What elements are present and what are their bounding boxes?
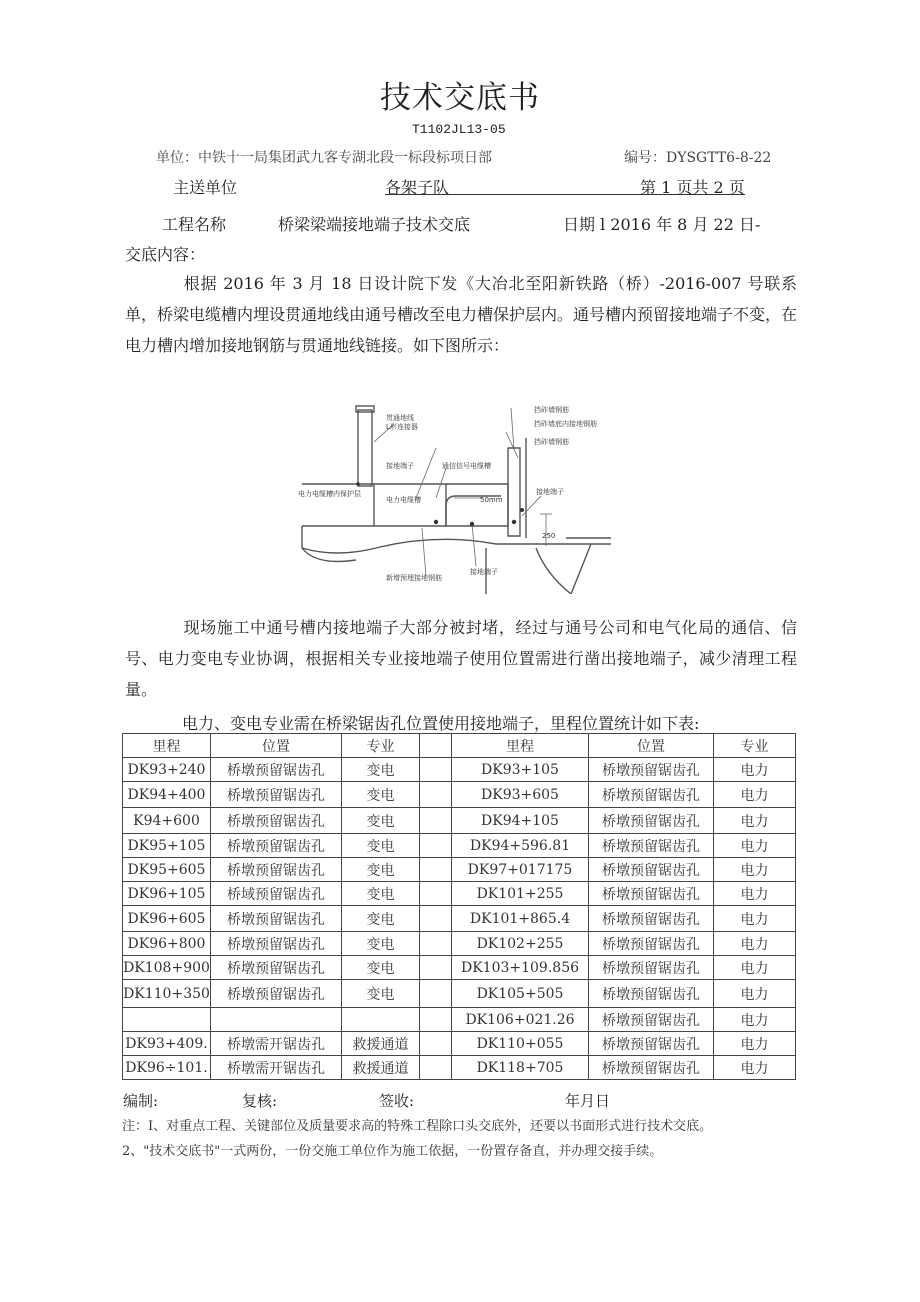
- table-header-cell: 位置: [589, 734, 714, 758]
- diagram-post-cap: [356, 406, 374, 412]
- table-cell: [420, 932, 452, 956]
- table-cell: [342, 1008, 420, 1032]
- table-cell: [420, 834, 452, 858]
- table-cell: 变电: [342, 906, 420, 932]
- date-line: 日期 l 2016 年 8 月 22 日-: [563, 215, 761, 234]
- table-cell: DK110+055: [452, 1032, 589, 1056]
- paragraph-1-text: 根据 2016 年 3 月 18 日设计院下发《大冶北至阳新铁路（桥）-2016-007 号联系单，桥梁电缆槽内埋设贯通地线由通号槽改至电力槽保护层内。通号槽内预留接地端子不变，在电力槽内增加接地钢筋与贯通地线链接。如下图所示：: [125, 274, 798, 355]
- table-cell: [420, 882, 452, 906]
- table-header-row: [123, 734, 796, 758]
- table-row: [123, 834, 796, 858]
- table-cell: 桥墩预留锯齿孔: [589, 834, 714, 858]
- diagram-label-dim-250: 250: [542, 532, 556, 540]
- table-cell: 电力: [714, 1032, 796, 1056]
- table-cell: 电力: [714, 932, 796, 956]
- table-cell: 桥墩预留锯齿孔: [211, 906, 342, 932]
- diagram-label-ground-terminal-top: 接地端子: [386, 462, 414, 470]
- table-header-cell: 专业: [714, 734, 796, 758]
- main-unit-value: 各架子队: [385, 178, 450, 197]
- table-cell: 变电: [342, 932, 420, 956]
- table-row: [123, 1032, 796, 1056]
- table-cell: DK101+255: [452, 882, 589, 906]
- table-cell: 桥墩预留锯齿孔: [211, 808, 342, 834]
- table-cell: DK93+240: [123, 758, 211, 782]
- table-cell: 电力: [714, 782, 796, 808]
- table-cell: 桥墩预留锯齿孔: [589, 882, 714, 906]
- diagram-label-signal-trough: 通信信号电缆槽: [442, 462, 491, 470]
- table-cell: 桥墩预留锯齿孔: [211, 834, 342, 858]
- table-cell: DK105+505: [452, 980, 589, 1008]
- note-2: 2、"技术交底书"一式两份，一份交施工单位作为施工依据，一份置存备直，并办理交接手续。: [122, 1144, 663, 1159]
- table-row: [123, 758, 796, 782]
- table-cell: [420, 956, 452, 980]
- table-cell: DK118+705: [452, 1056, 589, 1080]
- table-cell: 救援通道: [342, 1056, 420, 1080]
- content-label: 交底内容：: [125, 245, 206, 264]
- table-row: [123, 782, 796, 808]
- table-row: [123, 1008, 796, 1032]
- diagram-label-dim-50: 50mm: [480, 496, 503, 504]
- table-cell: 桥墩预留锯齿孔: [211, 758, 342, 782]
- table-cell: [420, 858, 452, 882]
- table-cell: 变电: [342, 834, 420, 858]
- table-cell: DK103+109.856: [452, 956, 589, 980]
- table-cell: 桥墩预留锯齿孔: [589, 956, 714, 980]
- sign-reviewer: 复核:: [242, 1092, 278, 1110]
- diagram-label-power-trough: 电力电缆槽: [386, 496, 421, 504]
- table-cell: 桥墩需开锯齿孔: [211, 1056, 342, 1080]
- table-cell: K94+600: [123, 808, 211, 834]
- table-cell: DK93+105: [452, 758, 589, 782]
- table-cell: [420, 906, 452, 932]
- document-title: 技术交底书: [380, 80, 540, 116]
- table-row: [123, 956, 796, 980]
- table-cell: DK96+800: [123, 932, 211, 956]
- table-cell: [420, 980, 452, 1008]
- table-cell: 电力: [714, 858, 796, 882]
- table-cell: [420, 782, 452, 808]
- table-row: [123, 882, 796, 906]
- table-header-cell: 位置: [211, 734, 342, 758]
- table-cell: 桥墩预留锯齿孔: [211, 956, 342, 980]
- document-number: T1102JL13-05: [412, 122, 506, 137]
- table-cell: 桥墩预留锯齿孔: [589, 758, 714, 782]
- sign-date: 年月日: [565, 1092, 611, 1110]
- table-cell: 桥墩预留锯齿孔: [589, 782, 714, 808]
- mileage-table: [122, 733, 796, 1080]
- diagram-deck: [302, 526, 611, 553]
- sign-editor: 编制:: [123, 1092, 159, 1110]
- table-cell: 变电: [342, 858, 420, 882]
- project-value: 桥梁梁端接地端子技术交底: [278, 215, 471, 234]
- diagram-label-l-connector: L形连接器: [386, 423, 418, 431]
- table-header-cell: 里程: [123, 734, 211, 758]
- table-cell: 桥墩预留锯齿孔: [211, 782, 342, 808]
- table-cell: DK93+409.: [123, 1032, 211, 1056]
- table-cell: DK101+865.4: [452, 906, 589, 932]
- table-cell: 电力: [714, 834, 796, 858]
- table-cell: 桥墩预留锯齿孔: [589, 858, 714, 882]
- code-line: 编号：DYSGTT6-8-22: [624, 150, 772, 166]
- table-cell: [420, 808, 452, 834]
- table-cell: DK102+255: [452, 932, 589, 956]
- table-cell: 桥墩预留锯齿孔: [589, 808, 714, 834]
- table-cell: DK94+105: [452, 808, 589, 834]
- diagram-label-ground-terminal-right: 接地端子: [536, 488, 564, 496]
- sign-receiver: 签收:: [379, 1092, 415, 1110]
- table-cell: 桥墩预留锯齿孔: [211, 858, 342, 882]
- table-cell: 变电: [342, 980, 420, 1008]
- paragraph-2: [125, 612, 797, 705]
- table-cell: 桥墩预留锯齿孔: [589, 1008, 714, 1032]
- table-cell: 桥墩预留锯齿孔: [211, 980, 342, 1008]
- table-cell: 电力: [714, 980, 796, 1008]
- diagram-label-through-ground: 贯通地线: [386, 414, 414, 422]
- table-cell: DK96÷101.: [123, 1056, 211, 1080]
- table-header-cell: 专业: [342, 734, 420, 758]
- table-header-cell: [420, 734, 452, 758]
- table-cell: 桥墩预留锯齿孔: [589, 932, 714, 956]
- table-cell: 电力: [714, 882, 796, 906]
- table-cell: 电力: [714, 808, 796, 834]
- table-cell: DK95+605: [123, 858, 211, 882]
- table-cell: [420, 1056, 452, 1080]
- table-cell: DK95+105: [123, 834, 211, 858]
- table-cell: DK96+605: [123, 906, 211, 932]
- table-cell: [123, 1008, 211, 1032]
- table-cell: DK96+105: [123, 882, 211, 906]
- table-row: [123, 906, 796, 932]
- table-cell: 电力: [714, 1008, 796, 1032]
- table-row: [123, 932, 796, 956]
- table-cell: 电力: [714, 906, 796, 932]
- table-cell: 桥墩预留锯齿孔: [589, 1056, 714, 1080]
- table-cell: 电力: [714, 956, 796, 980]
- table-cell: 桥墩需开锯齿孔: [211, 1032, 342, 1056]
- diagram-left-post: [358, 410, 372, 486]
- table-cell: 变电: [342, 782, 420, 808]
- diagram-label-ground-terminal-bottom: 接地端子: [470, 568, 498, 576]
- table-cell: 电力: [714, 758, 796, 782]
- table-cell: 变电: [342, 956, 420, 980]
- table-cell: 桥域预留锯齿孔: [211, 882, 342, 906]
- table-cell: DK94+596.81: [452, 834, 589, 858]
- table-caption: 电力、变电专业需在桥梁锯齿孔位置使用接地端子，里程位置统计如下表:: [182, 714, 700, 733]
- note-1: 注：I、对重点工程、关键部位及质量要求高的特殊工程除口头交底外，还要以书面形式进行技术交底。: [122, 1119, 713, 1134]
- table-cell: 桥墩预留锯齿孔: [211, 932, 342, 956]
- table-cell: [420, 1008, 452, 1032]
- unit-line: 单位：中铁十一局集团武九客专湖北段一标段标项日部: [156, 150, 492, 166]
- table-cell: 变电: [342, 758, 420, 782]
- table-cell: 桥墩预留锯齿孔: [589, 906, 714, 932]
- table-cell: DK108+900: [123, 956, 211, 980]
- table-row: [123, 980, 796, 1008]
- table-header-cell: 里程: [452, 734, 589, 758]
- table-cell: DK97+017175: [452, 858, 589, 882]
- table-cell: 救援通道: [342, 1032, 420, 1056]
- main-unit-label: 主送单位: [173, 178, 238, 197]
- table-cell: DK106+021.26: [452, 1008, 589, 1032]
- bridge-cable-trough-diagram: [296, 398, 611, 594]
- diagram-label-rebar-3: 挡砟墙钢筋: [534, 438, 569, 446]
- table-cell: DK94+400: [123, 782, 211, 808]
- table-cell: DK93+605: [452, 782, 589, 808]
- table-cell: 变电: [342, 808, 420, 834]
- table-row: [123, 1056, 796, 1080]
- table-cell: [420, 1032, 452, 1056]
- diagram-label-rebar-2: 挡砟墙底内接地钢筋: [534, 420, 597, 428]
- table-cell: 桥墩预留锯齿孔: [589, 980, 714, 1008]
- diagram-label-new-ground: 新增预埋接地钢筋: [386, 574, 442, 582]
- table-cell: 桥墩预留锯齿孔: [589, 1032, 714, 1056]
- diagram-label-rebar-1: 挡砟墙钢筋: [534, 406, 569, 414]
- table-cell: [211, 1008, 342, 1032]
- table-cell: DK110+350: [123, 980, 211, 1008]
- project-label: 工程名称: [162, 215, 227, 234]
- table-cell: 电力: [714, 1056, 796, 1080]
- page-info: 第 1 页共 2 页: [640, 178, 745, 197]
- table-row: [123, 858, 796, 882]
- diagram-label-power-protect: 电力电缆槽内保护层: [298, 490, 361, 498]
- table-cell: [420, 758, 452, 782]
- paragraph-2-text: 现场施工中通号槽内接地端子大部分被封堵，经过与通号公司和电气化局的通信、信号、电力变电专业协调，根据相关专业接地端子使用位置需进行凿出接地端子，减少清理工程量。: [125, 618, 797, 699]
- table-row: [123, 808, 796, 834]
- table-cell: 变电: [342, 882, 420, 906]
- paragraph-1: [125, 268, 797, 361]
